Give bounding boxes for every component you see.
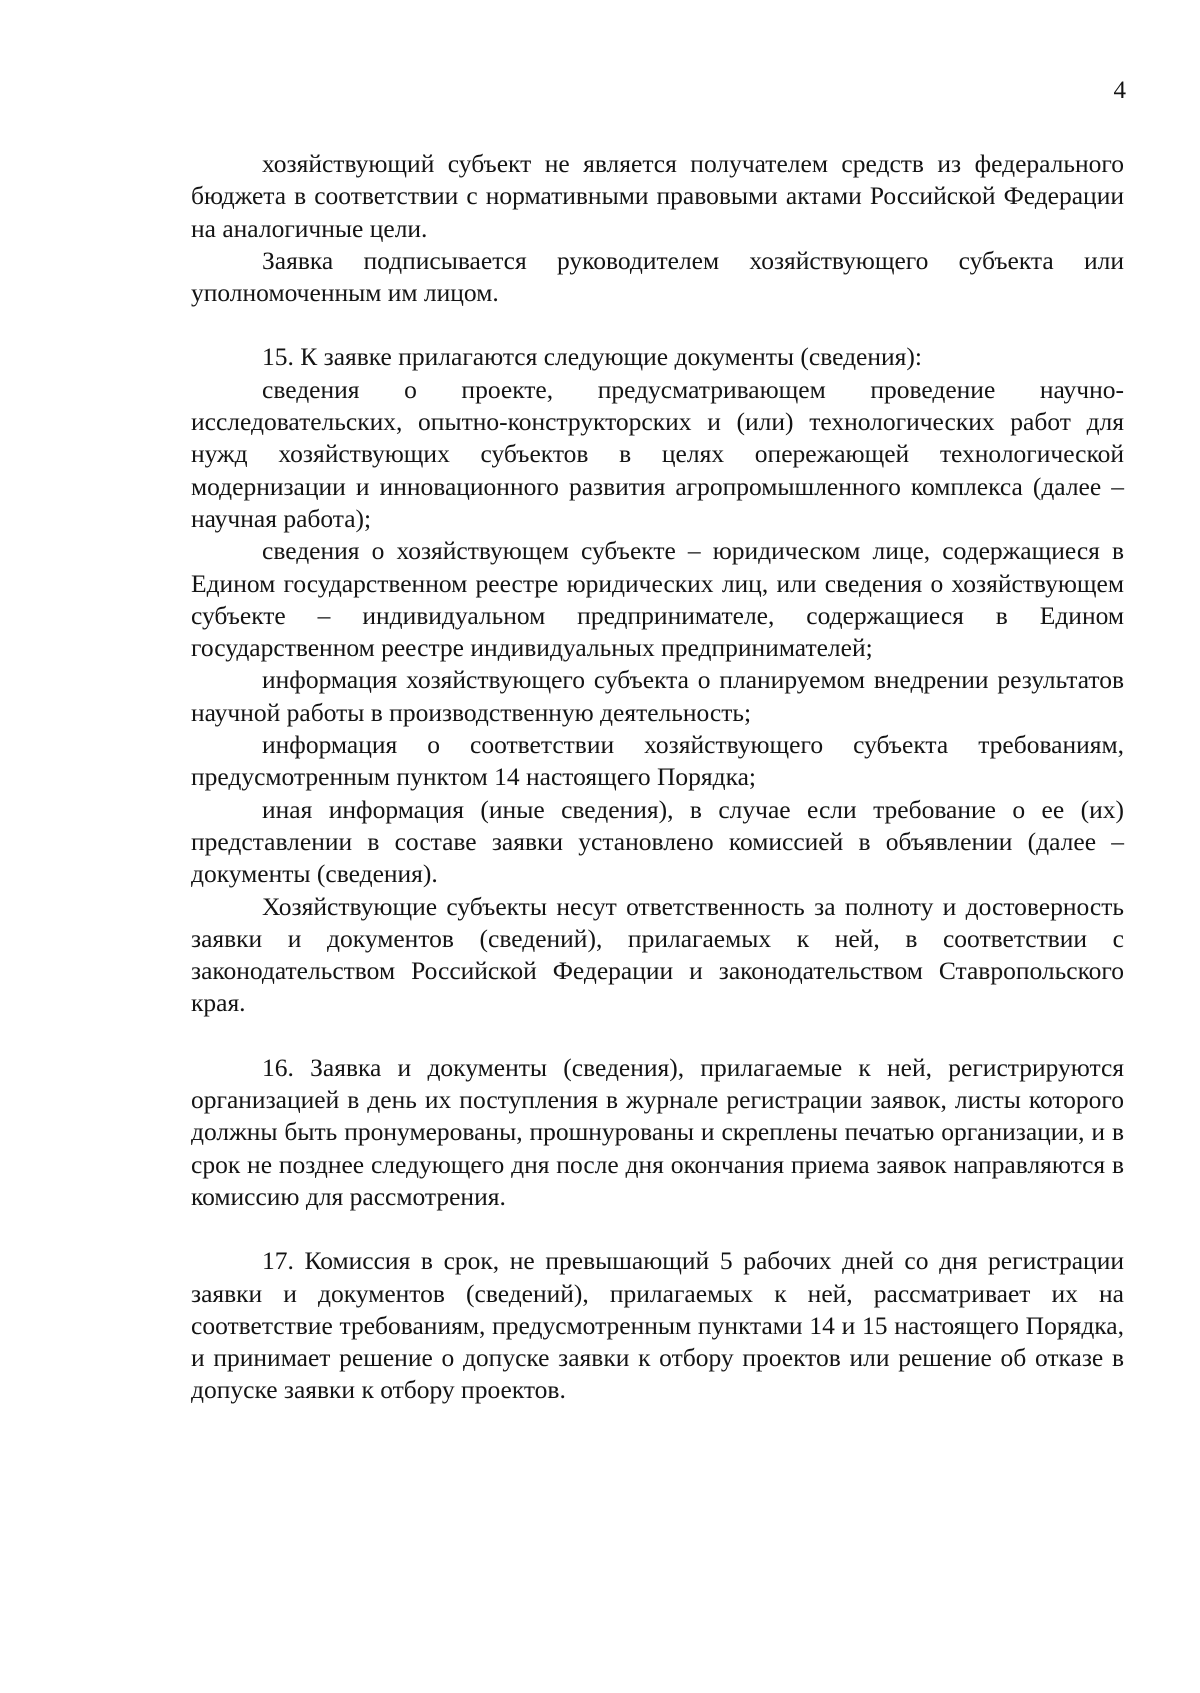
clause-15-item-compliance-info: информация о соответствии хозяйствующего субъекта требованиям, предусмотренным пунктом 14 настоящего Порядка; bbox=[191, 730, 1124, 792]
clause-15-item-implementation-info: информация хозяйствующего субъекта о планируемом внедрении результатов научной работы в производственную деятельность; bbox=[191, 665, 1124, 727]
page-number: 4 bbox=[1113, 77, 1126, 104]
clause-15-item-project-info: сведения о проекте, предусматривающем проведение научно-исследовательских, опытно-конструкторских и (или) технологических работ для нужд хозяйствующих субъектов в целях опережающей технологической модернизации и инновационного развития агропромышленного комплекса (далее – научная работа); bbox=[191, 374, 1124, 533]
paragraph-subsidy-condition: хозяйствующий субъект не является получателем средств из федерального бюджета в соответствии с нормативными правовыми актами Российской Федерации на аналогичные цели. bbox=[191, 149, 1124, 243]
clause-15-item-entity-info: сведения о хозяйствующем субъекте – юридическом лице, содержащиеся в Едином государственном реестре юридических лиц, или сведения о хозяйствующем субъекте – индивидуальном предпринимателе, содержащиеся в Едином государственном реестре индивидуальных предпринимателей; bbox=[191, 536, 1124, 663]
clause-17: 17. Комиссия в срок, не превышающий 5 рабочих дней со дня регистрации заявки и документов (сведений), прилагаемых к ней, рассматривает их на соответствие требованиям, предусмотренным пунктами 14 и 15 настоящего Порядка, и принимает решение о допуске заявки к отбору проектов или решение об отказе в допуске заявки к отбору проектов. bbox=[191, 1246, 1124, 1405]
paragraph-application-signature: Заявка подписывается руководителем хозяйствующего субъекта или уполномоченным им лицом. bbox=[191, 245, 1124, 308]
clause-15-item-other-info: иная информация (иные сведения), в случае если требование о ее (их) представлении в составе заявки установлено комиссией в объявлении (далее – документы (сведения). bbox=[191, 794, 1124, 889]
clause-16: 16. Заявка и документы (сведения), прилагаемые к ней, регистрируются организацией в день их поступления в журнале регистрации заявок, листы которого должны быть пронумерованы, прошнурованы и скреплены печатью организации, и в срок не позднее следующего дня после дня окончания приема заявок направляются в комиссию для рассмотрения. bbox=[191, 1052, 1124, 1211]
document-body bbox=[191, 148, 1124, 1407]
clause-15-responsibility: Хозяйствующие субъекты несут ответственность за полноту и достоверность заявки и документов (сведений), прилагаемых к ней, в соответствии с законодательством Российской Федерации и законодательством Ставропольского края. bbox=[191, 891, 1124, 1018]
clause-15-heading: 15. К заявке прилагаются следующие документы (сведения): bbox=[262, 342, 922, 372]
